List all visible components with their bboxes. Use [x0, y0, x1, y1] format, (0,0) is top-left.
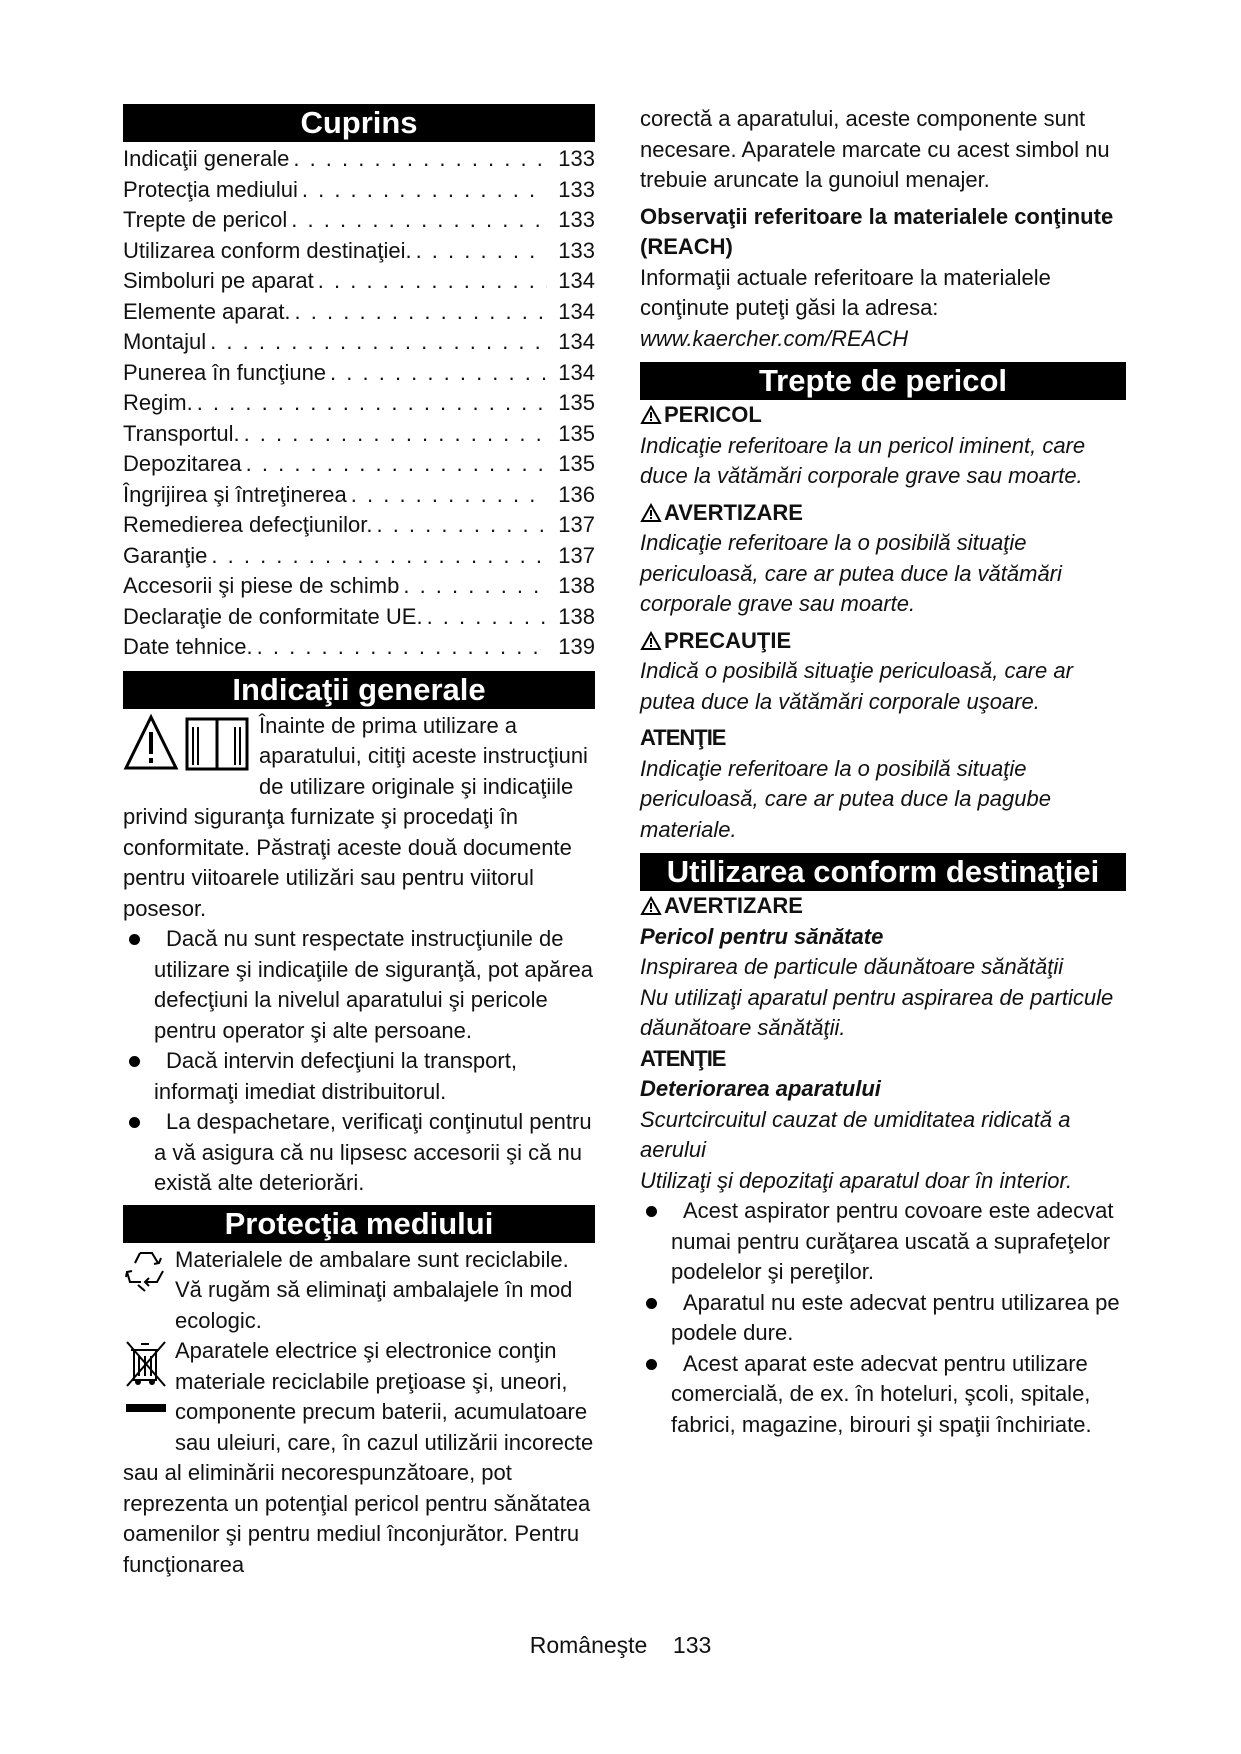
use-attention-label: ATENŢIE [640, 1045, 726, 1071]
toc-entry[interactable]: Accesorii şi piese de schimb . . . 138 [123, 571, 595, 602]
recycle-block [123, 1245, 595, 1337]
toc-entry[interactable]: Montajul . . . 134 [123, 327, 595, 358]
use-attention-block [640, 1044, 1126, 1197]
bullet-icon [129, 934, 140, 945]
hazard-caution [640, 626, 1126, 718]
hazard-label: PRECAUŢIE [664, 627, 792, 653]
weee-text: Aparatele electrice şi electronice conţin materiale reciclabile preţioase şi, uneori, componente precum baterii, acumulatoare sau uleiuri, care, în cazul utilizării incorecte sau al eliminării necorespunzătoare, pot reprezenta un potenţial pericol pentru sănătatea oamenilor şi pentru mediul înconjurător. Pentru funcţionarea [123, 1338, 594, 1577]
use-warning-block [640, 891, 1126, 1044]
use-warning-cause: Inspirarea de particule dăunătoare sănătăţii [640, 954, 1064, 979]
warning-triangle-icon [640, 896, 662, 916]
hazard-text: Indicaţie referitoare la o posibilă situaţie periculoasă, care ar putea duce la vătămări corporale grave sau moarte. [640, 530, 1062, 616]
bullet-icon [646, 1206, 657, 1217]
reach-paragraph [640, 263, 1126, 355]
bullet-icon [129, 1056, 140, 1067]
general-intro-text: Înainte de prima utilizare a aparatului, citiţi aceste instrucţiuni de utilizare originale şi indicaţiile privind siguranţa furnizate şi procedaţi în conformitate. Păstraţi aceste două documente pentru viitoarele utilizări sau pentru viitorul posesor. [123, 712, 588, 921]
toc-entry[interactable]: Simboluri pe aparat . . . 134 [123, 266, 595, 297]
list-item: Dacă intervin defecţiuni la transport, informaţi imediat distribuitorul. [123, 1046, 595, 1107]
use-attention-cause: Scurtcircuitul cauzat de umiditatea ridicată a aerului [640, 1106, 1071, 1162]
list-item: La despachetare, verificaţi conţinutul pentru a vă asigura că nu lipsesc accesorii şi că nu există alte deteriorări. [123, 1107, 595, 1199]
left-column [123, 104, 595, 1580]
list-item: Aparatul nu este adecvat pentru utilizarea pe podele dure. [640, 1288, 1126, 1349]
use-bullet-list [640, 1196, 1126, 1440]
toc-entry[interactable]: Regim. . . . 135 [123, 388, 595, 419]
weee-continuation-text: corectă a aparatului, aceste componente sunt necesare. Aparatele marcate cu acest simbol nu trebuie aruncate la gunoiul menajer. [640, 106, 1110, 192]
right-column [640, 104, 1126, 1440]
toc-entry[interactable]: Punerea în funcţiune . . . 134 [123, 358, 595, 389]
reach-text: Informaţii actuale referitoare la materialele conţinute puteţi găsi la adresa: [640, 264, 1051, 320]
bullet-icon [129, 1117, 140, 1128]
crossed-bin-icon [123, 1338, 169, 1429]
toc-entry[interactable]: Garanţie . . . 137 [123, 541, 595, 572]
page-footer [0, 1630, 1241, 1661]
reach-heading: Observaţii referitoare la materialele conţinute (REACH) [640, 203, 1114, 259]
hazard-label: AVERTIZARE [664, 499, 803, 525]
hazard-heading: Trepte de pericol [640, 362, 1126, 400]
use-warning-label: AVERTIZARE [664, 893, 803, 918]
footer-language: Româneşte [529, 1632, 648, 1658]
toc-heading: Cuprins [123, 104, 595, 142]
hazard-warning [640, 498, 1126, 620]
environment-heading: Protecţia mediului [123, 1205, 595, 1243]
recycle-text: Materialele de ambalare sunt reciclabile. Vă rugăm să eliminaţi ambalajele în mod ecologic. [175, 1246, 573, 1333]
toc-entry[interactable]: Protecţia mediului . . . 133 [123, 175, 595, 206]
page-number: 133 [672, 1632, 712, 1658]
weee-block [123, 1336, 595, 1580]
list-item: Acest aparat este adecvat pentru utilizare comercială, de ex. în hoteluri, şcoli, spitale, fabrici, magazine, birouri şi spaţii închiriate. [640, 1349, 1126, 1441]
hazard-text: Indică o posibilă situaţie periculoasă, care ar putea duce la vătămări corporale uşoare. [640, 658, 1073, 714]
toc-entry[interactable]: Transportul. . . . 135 [123, 419, 595, 450]
toc-entry[interactable]: Remedierea defecţiunilor. . . . 137 [123, 510, 595, 541]
toc-entry[interactable]: Utilizarea conform destinaţiei. . . . 133 [123, 236, 595, 267]
use-attention-heading: Deteriorarea aparatului [640, 1076, 881, 1101]
use-attention-action: Utilizaţi şi depozitaţi aparatul doar în interior. [640, 1167, 1073, 1193]
toc-entry[interactable]: Elemente aparat. . . . 134 [123, 297, 595, 328]
toc-entry[interactable]: Indicaţii generale . . . 133 [123, 144, 595, 175]
toc-entry[interactable]: Depozitarea . . . 135 [123, 449, 595, 480]
general-heading: Indicaţii generale [123, 671, 595, 709]
toc-entry[interactable]: Trepte de pericol . . . 133 [123, 205, 595, 236]
warning-triangle-icon [640, 503, 662, 523]
hazard-attention [640, 723, 1126, 845]
reach-url-link[interactable]: www.kaercher.com/REACH [640, 325, 909, 351]
general-bullet-list [123, 924, 595, 1199]
toc-entry[interactable]: Declaraţie de conformitate UE. . . . 138 [123, 602, 595, 633]
toc-entry[interactable]: Îngrijirea şi întreţinerea . . . 136 [123, 480, 595, 511]
attention-label: ATENŢIE [640, 725, 726, 750]
recycle-icon [123, 1247, 169, 1308]
bullet-icon [646, 1359, 657, 1370]
list-item: Dacă nu sunt respectate instrucţiunile de utilizare şi indicaţiile de siguranţă, pot apărea defecţiuni la nivelul aparatului şi pericole pentru operator şi alte persoane. [123, 924, 595, 1046]
table-of-contents [123, 144, 595, 663]
warning-triangle-icon [640, 405, 662, 425]
list-item: Acest aspirator pentru covoare este adecvat numai pentru curăţarea uscată a suprafeţelor podelelor şi pereţilor. [640, 1196, 1126, 1288]
bullet-icon [646, 1298, 657, 1309]
attention-text: Indicaţie referitoare la o posibilă situaţie periculoasă, care ar putea duce la pagube materiale. [640, 755, 1051, 842]
general-intro-block [123, 711, 595, 925]
use-warning-action: Nu utilizaţi aparatul pentru aspirarea de particule dăunătoare sănătăţii. [640, 984, 1114, 1040]
hazard-label: PERICOL [664, 402, 762, 427]
warning-manual-icon [123, 713, 251, 782]
intended-use-heading: Utilizarea conform destinaţiei [640, 853, 1126, 891]
warning-triangle-icon [640, 631, 662, 651]
hazard-danger [640, 400, 1126, 492]
toc-entry[interactable]: Date tehnice. . . . 139 [123, 632, 595, 663]
hazard-text: Indicaţie referitoare la un pericol iminent, care duce la vătămări corporale grave sau moarte. [640, 432, 1086, 488]
use-warning-heading: Pericol pentru sănătate [640, 923, 884, 949]
